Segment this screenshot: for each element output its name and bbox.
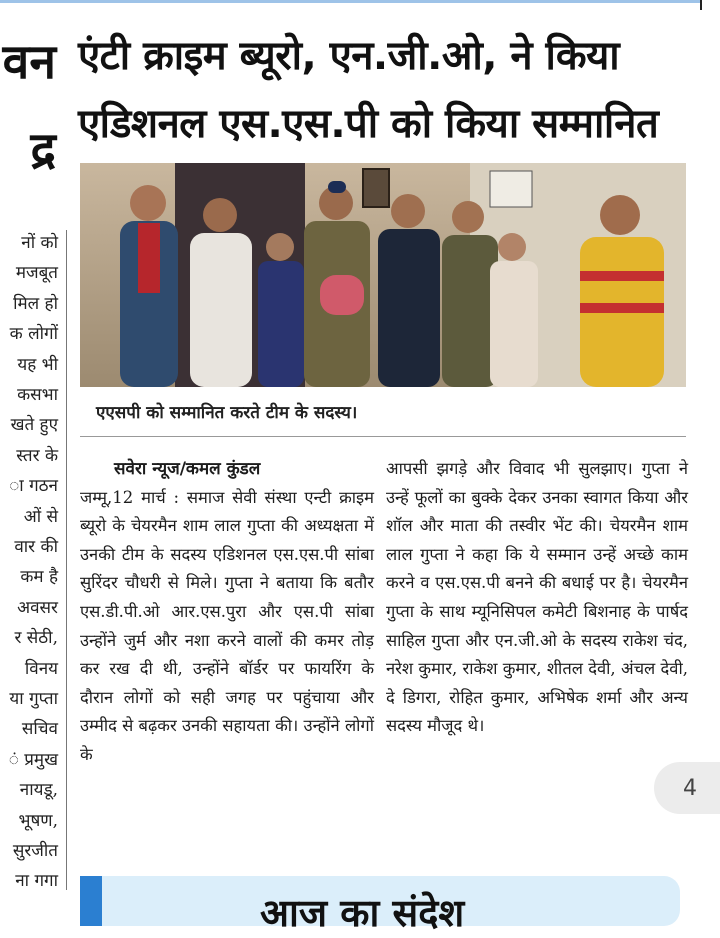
left-column-line: अवसर <box>17 597 58 618</box>
headline-line-2: एडिशनल एस.एस.पी को किया सम्मानित <box>78 101 659 147</box>
left-column-line: ना गगा <box>15 871 58 892</box>
left-column-line: कसभा <box>17 385 58 405</box>
left-column-line: नों को <box>21 233 58 253</box>
left-column-line: खते हुए <box>10 415 58 436</box>
column-divider <box>66 230 67 890</box>
next-section-title: आज का संदेश <box>260 891 465 935</box>
article-column-1-text: जम्मू,12 मार्च : समाज सेवी संस्था एन्टी क्राइम ब्यूरो के चेयरमैन शाम लाल गुप्ता की अध्यक्षता में उनकी टीम के सदस्य एडिशनल एस.एस.पी सांबा सुरिंदर चौधरी से मिले। गुप्ता ने बताया कि बतौर एस.डी.पी.ओ आर.एस.पुरा और एस.पी सांबा उन्होंने जुर्म और नशा करने वालों की कमर तोड़ कर रख दी थी, उन्होंने बॉर्डर पर फायरिंग के दौरान लोगों को सही जगह पर पहुंचाया और उम्मीद से बढ़कर उनकी सहायता की। उन्होंने लोगों के <box>80 487 374 764</box>
left-column-line: वार की <box>14 537 58 557</box>
photo-caption: एएसपी को सम्मानित करते टीम के सदस्य। <box>96 403 358 423</box>
article-column-2-text: आपसी झगड़े और विवाद भी सुलझाए। गुप्ता ने उन्हें फूलों का बुक्के देकर उनका स्वागत किया और शॉल और माता की तस्वीर भेंट की। चेयरमैन शाम लाल गुप्ता ने कहा कि ये सम्मान उन्हें अच्छे काम करने व एस.एस.पी बनने की बधाई पर है। चेयरमैन गुप्ता के साथ म्यूनिसिपल कमेटी बिशनाह के पार्षद साहिल गुप्ता और एन.जी.ओ के सदस्य राकेश चंद, नरेश कुमार, राकेश कुमार, शीतल देवी, अंचल देवी, दे डिगरा, रोहित कुमार, अभिषेक शर्मा और अन्य सदस्य मौजूद थे। <box>386 459 688 736</box>
left-column-line: सुरजीत <box>12 841 58 861</box>
left-column-line: कम है <box>20 567 58 588</box>
article-column-1 <box>80 455 374 770</box>
left-column-line: या गुप्ता <box>9 689 58 709</box>
caption-rule <box>80 436 686 437</box>
left-column-line: सचिव <box>21 719 58 740</box>
left-column-line: नायडू, <box>19 780 58 801</box>
left-column-line: ओं से <box>23 506 58 527</box>
left-neighbor-column <box>0 0 60 911</box>
article-headline <box>78 22 698 158</box>
headline-line-1: एंटी क्राइम ब्यूरो, एन.जी.ओ, ने किया <box>78 33 620 79</box>
news-photo <box>80 163 686 387</box>
left-column-line: ा गठन <box>9 476 58 497</box>
article-column-2 <box>386 455 688 741</box>
left-column-line: मिल हो <box>13 293 58 314</box>
left-column-line: विनय <box>24 658 58 679</box>
page-indicator[interactable]: 4 <box>654 762 720 814</box>
article-byline: सवेरा न्यूज/कमल कुंडल <box>114 459 261 479</box>
left-headline-fragment-1: वन <box>2 34 56 90</box>
left-headline-fragment-2: द्र <box>30 122 56 178</box>
box-accent-bar <box>80 876 102 926</box>
top-border-tick <box>700 0 702 10</box>
next-section-box <box>80 876 680 935</box>
group-photo-illustration <box>80 163 686 387</box>
left-column-line: ं प्रमुख <box>8 749 58 770</box>
left-column-line: स्तर के <box>16 445 58 466</box>
left-column-line: मजबूत <box>15 263 58 284</box>
left-column-line: भूषण, <box>18 810 58 831</box>
top-border-line <box>0 0 700 3</box>
left-column-line: क लोगों <box>9 324 58 345</box>
left-column-line: यह भी <box>17 354 58 375</box>
left-column-line: र सेठी, <box>14 628 58 649</box>
